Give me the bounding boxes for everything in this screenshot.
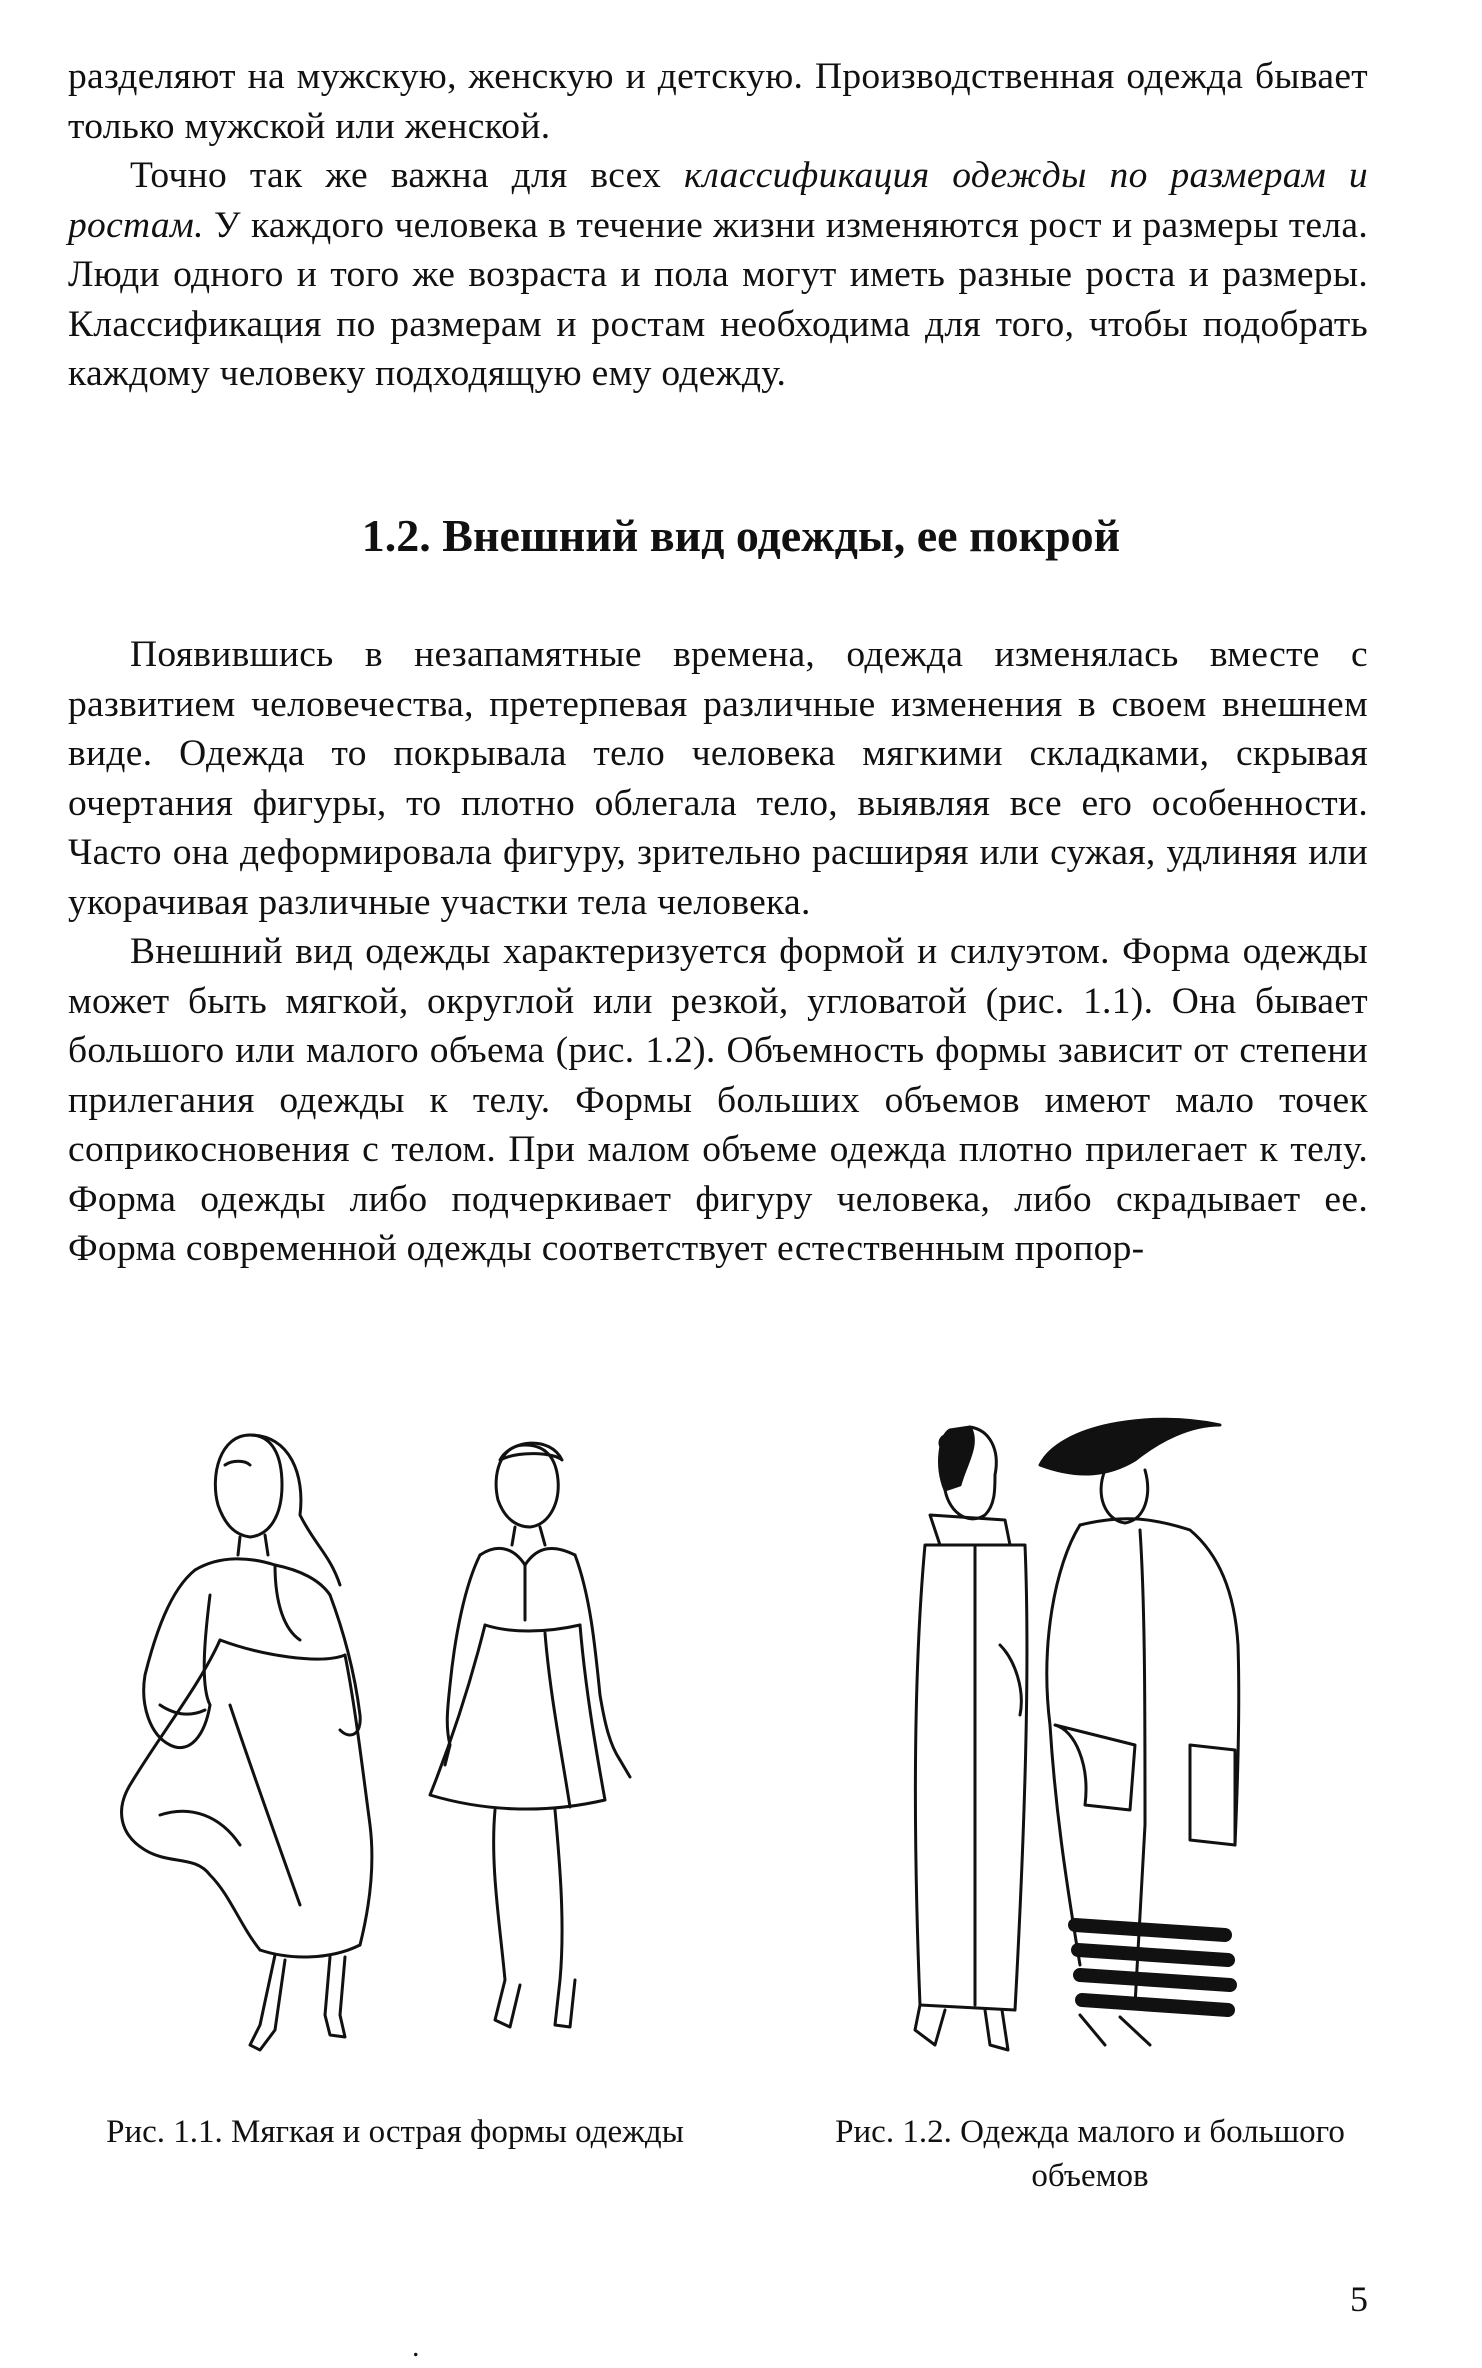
figure-soft-sharp-forms [100,1405,670,2095]
main-text-block [68,630,1368,1274]
figure-2-caption: Рис. 1.2. Одежда малого и большого объемов [835,2114,1345,2194]
figure-sharp-dress [430,1443,630,2027]
page-number: 5 [1350,2279,1368,2319]
paragraph-history: Появившись в незапамятные времена, одежда изменялась вместе с развитием человечества, претерпевая различные изменения в своем внешнем виде. Одежда то покрывала тело человека мягкими складками, скрывая очертания фигуры, то плотно облегала тело, выявляя все его особенности. Часто она деформировала фигуру, зрительно расширяя или сужая, удлиняя или укорачивая различные участки тела человека. [68,634,1368,923]
paragraph-classification-lead: Точно так же важна для всех [130,155,684,196]
italic-term: классификация одежды по размерам и ростам. [68,155,1368,246]
figure-volume-coats [890,1405,1290,2095]
paragraph-classification-tail: У каждого человека в течение жизни изменяются рост и размеры тела. Люди одного и того же возраста и пола могут иметь разные роста и размеры. Классификация по размерам и ростам необходима для того, чтобы подобрать каждому человеку подходящую ему одежду. [68,204,1368,394]
figure-1-caption: Рис. 1.1. Мягкая и острая формы одежды [106,2114,684,2150]
paragraph-classification [68,151,1368,399]
figure-slim-coat [915,1427,1027,2050]
figure-wide-coat [1040,1419,1239,2045]
top-text-block [68,52,1368,399]
paragraph-continuation: разделяют на мужскую, женскую и детскую. Производственная одежда бывает только мужской или женской. [68,56,1368,147]
footer-dot: . [412,2330,420,2363]
paragraph-form: Внешний вид одежды характеризуется формой и силуэтом. Форма одежды может быть мягкой, округлой или резкой, угловатой (рис. 1.1). Она бывает большого или малого объема (рис. 1.2). Объемность формы зависит от степени прилегания одежды к телу. Формы больших объемов имеют мало точек соприкосновения с телом. При малом объеме одежда плотно прилегает к телу. Форма одежды либо подчеркивает фигуру человека, либо скрадывает ее. Форма современной одежды соответствует естественным пропор- [68,931,1368,1269]
section-heading: 1.2. Внешний вид одежды, ее покрой [361,510,1121,561]
figure-soft-dress [122,1435,372,2050]
